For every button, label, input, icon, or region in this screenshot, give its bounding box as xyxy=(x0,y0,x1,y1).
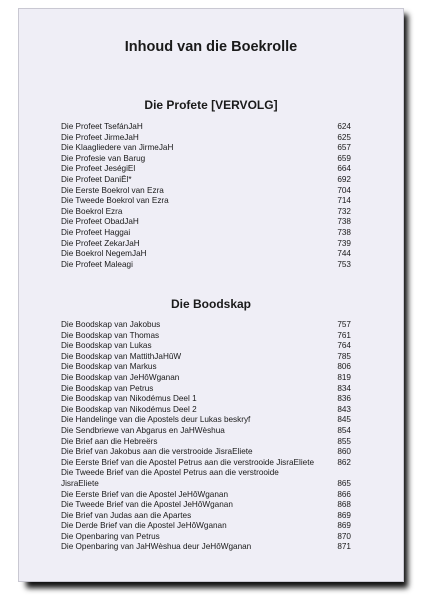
toc-entry xyxy=(61,143,351,154)
toc-entry-title: Die Sendbriewe van Abgarus en JaHWèshua xyxy=(61,425,225,435)
toc-list-boodskap xyxy=(61,320,351,553)
toc-entry-page-number: 714 xyxy=(337,196,351,206)
toc-entry xyxy=(61,320,351,331)
toc-entry-title: Die Handelinge van die Apostels deur Lukas beskryf xyxy=(61,415,251,425)
toc-entry xyxy=(61,341,351,352)
toc-entry-page-number: 739 xyxy=(337,238,351,248)
toc-entry-page-number: 860 xyxy=(337,447,351,457)
section-heading-profete: Die Profete [VERVOLG] xyxy=(144,98,278,112)
toc-entry-page-number: 732 xyxy=(337,206,351,216)
toc-entry-title: Die Eerste Brief van die Apostel Petrus aan die verstrooide JisraEliete xyxy=(61,457,315,467)
toc-entry xyxy=(61,426,351,437)
toc-list-profete xyxy=(61,122,351,270)
toc-entry-title: Die Profeet DaniËl* xyxy=(61,174,132,184)
toc-entry-page-number: 871 xyxy=(337,542,351,552)
toc-entry-page-number: 738 xyxy=(337,217,351,227)
toc-entry-page-number: 843 xyxy=(337,404,351,414)
toc-entry-title: Die Klaagliedere van JirmeJaH xyxy=(61,143,174,153)
toc-entry-page-number: 854 xyxy=(337,425,351,435)
toc-entry-title: Die Boodskap van Petrus xyxy=(61,383,154,393)
toc-entry-title: Die Tweede Boekrol van Ezra xyxy=(61,196,169,206)
toc-entry-page-number: 664 xyxy=(337,164,351,174)
toc-entry xyxy=(61,394,351,405)
toc-entry-title: Die Brief van Jakobus aan die verstrooide JisraEliete xyxy=(61,447,253,457)
toc-entry xyxy=(61,521,351,532)
toc-entry-page-number: 865 xyxy=(337,478,351,488)
toc-entry-title: Die Boekrol NegemJaH xyxy=(61,249,147,259)
toc-entry xyxy=(61,415,351,426)
toc-entry-title: Die Profeet JeségiEl xyxy=(61,164,136,174)
toc-entry-page-number: 868 xyxy=(337,500,351,510)
toc-entry-page-number: 869 xyxy=(337,521,351,531)
toc-entry-page-number: 764 xyxy=(337,341,351,351)
toc-entry xyxy=(61,532,351,543)
toc-entry-title: Die Boodskap van JeHôWganan xyxy=(61,372,180,382)
toc-entry xyxy=(61,154,351,165)
toc-entry xyxy=(61,405,351,416)
toc-entry-title: Die Boodskap van Thomas xyxy=(61,330,160,340)
toc-entry-page-number: 806 xyxy=(337,362,351,372)
toc-entry-title: Die Derde Brief van die Apostel JeHôWganan xyxy=(61,521,227,531)
toc-entry xyxy=(61,228,351,239)
toc-entry xyxy=(61,447,351,458)
toc-entry-title: Die Profeet TsefánJaH xyxy=(61,122,143,131)
toc-entry-page-number: 845 xyxy=(337,415,351,425)
toc-entry xyxy=(61,490,351,501)
toc-entry xyxy=(61,186,351,197)
page-title: Inhoud van die Boekrolle xyxy=(124,39,298,55)
toc-entry xyxy=(61,175,351,186)
toc-entry xyxy=(61,122,351,133)
toc-entry-title: Die Profeet JirmeJaH xyxy=(61,132,139,142)
toc-entry-title: Die Profeet Haggai xyxy=(61,227,131,237)
toc-entry xyxy=(61,331,351,342)
toc-entry-title: Die Profesie van Barug xyxy=(61,153,146,163)
toc-entry-title: Die Tweede Brief van die Apostel Petrus aan die verstrooide JisraEliete xyxy=(61,468,279,488)
toc-entry-title: Die Boodskap van Nikodémus Deel 1 xyxy=(61,394,197,404)
toc-entry-page-number: 624 xyxy=(337,122,351,131)
toc-entry xyxy=(61,196,351,207)
toc-entry-page-number: 744 xyxy=(337,249,351,259)
toc-entry-title: Die Profeet ObadJaH xyxy=(61,217,139,227)
toc-entry-title: Die Tweede Brief van die Apostel JeHôWganan xyxy=(61,500,233,510)
toc-entry-page-number: 657 xyxy=(337,143,351,153)
toc-entry-title: Die Openbaring van Petrus xyxy=(61,531,160,541)
toc-entry-title: Die Boekrol Ezra xyxy=(61,206,123,216)
toc-entry-page-number: 869 xyxy=(337,510,351,520)
toc-entry-page-number: 866 xyxy=(337,489,351,499)
toc-entry xyxy=(61,249,351,260)
toc-entry xyxy=(61,352,351,363)
toc-entry-page-number: 761 xyxy=(337,330,351,340)
toc-entry xyxy=(61,542,351,553)
toc-entry-title: Die Eerste Boekrol van Ezra xyxy=(61,185,164,195)
toc-entry-page-number: 836 xyxy=(337,394,351,404)
toc-entry xyxy=(61,133,351,144)
toc-entry xyxy=(61,260,351,271)
toc-entry-page-number: 692 xyxy=(337,174,351,184)
document-page xyxy=(18,8,404,582)
toc-entry-page-number: 625 xyxy=(337,132,351,142)
toc-entry xyxy=(61,437,351,448)
toc-entry xyxy=(61,164,351,175)
toc-entry-page-number: 704 xyxy=(337,185,351,195)
toc-entry xyxy=(61,458,351,469)
toc-entry-page-number: 862 xyxy=(337,457,351,467)
toc-entry xyxy=(61,217,351,228)
toc-entry-page-number: 757 xyxy=(337,320,351,329)
toc-entry-page-number: 870 xyxy=(337,531,351,541)
toc-entry-title: Die Boodskap van Markus xyxy=(61,362,157,372)
toc-entry-title: Die Openbaring van JaHWèshua deur JeHôWganan xyxy=(61,542,252,552)
toc-entry-page-number: 785 xyxy=(337,351,351,361)
toc-entry xyxy=(61,500,351,511)
toc-entry xyxy=(61,239,351,250)
toc-entry-title: Die Boodskap van MattithJaHûW xyxy=(61,351,182,361)
toc-entry-page-number: 753 xyxy=(337,259,351,269)
toc-entry xyxy=(61,362,351,373)
toc-entry-title: Die Brief van Judas aan die Apartes xyxy=(61,510,192,520)
toc-entry xyxy=(61,511,351,522)
toc-entry-page-number: 819 xyxy=(337,372,351,382)
toc-entry-title: Die Profeet Maleagi xyxy=(61,259,133,269)
toc-entry xyxy=(61,207,351,218)
toc-entry-title: Die Boodskap van Jakobus xyxy=(61,320,161,329)
toc-entry-page-number: 738 xyxy=(337,227,351,237)
toc-entry-title: Die Boodskap van Nikodémus Deel 2 xyxy=(61,404,197,414)
toc-entry xyxy=(61,468,351,489)
toc-entry xyxy=(61,384,351,395)
toc-entry-title: Die Eerste Brief van die Apostel JeHôWganan xyxy=(61,489,229,499)
toc-entry-page-number: 834 xyxy=(337,383,351,393)
toc-entry-page-number: 659 xyxy=(337,153,351,163)
toc-entry xyxy=(61,373,351,384)
toc-entry-title: Die Profeet ZekarJaH xyxy=(61,238,140,248)
section-heading-boodskap: Die Boodskap xyxy=(170,297,251,311)
toc-entry-title: Die Brief aan die Hebreërs xyxy=(61,436,158,446)
toc-entry-title: Die Boodskap van Lukas xyxy=(61,341,152,351)
toc-entry-page-number: 855 xyxy=(337,436,351,446)
